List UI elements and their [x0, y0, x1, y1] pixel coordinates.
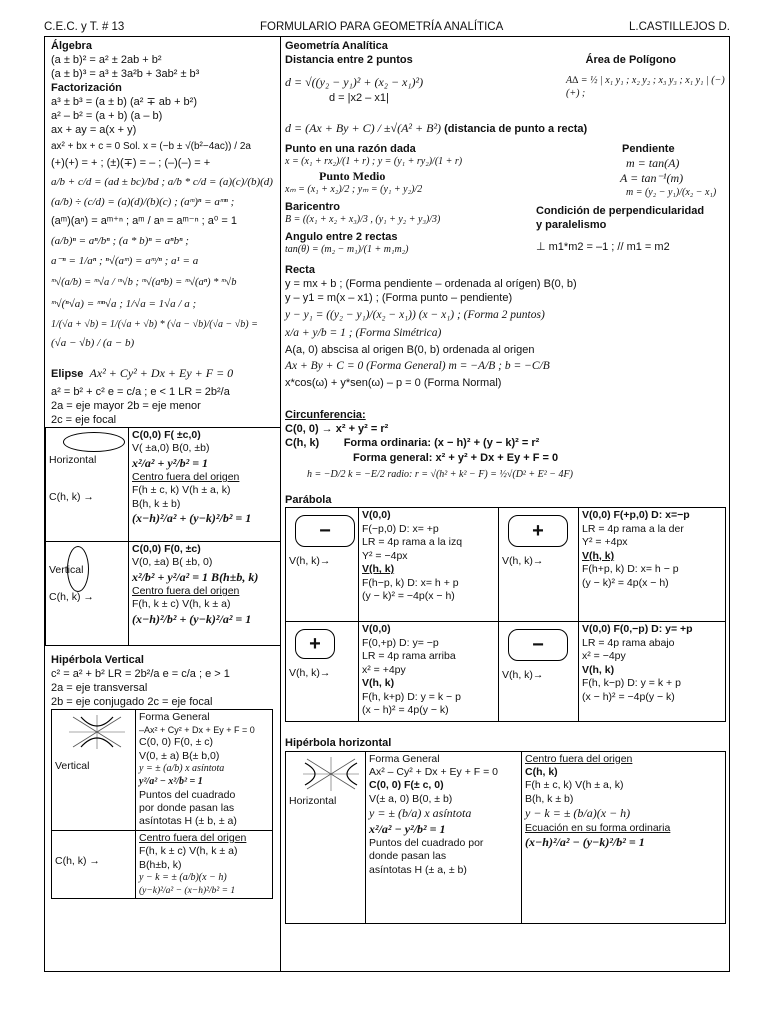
circ-radio: h = −D/2 k = −E/2 radio: r = √(h² + k² − F) = ½√(D² + E² − 4F): [307, 468, 573, 480]
hip-h-title: Hipérbola horizontal: [285, 737, 392, 750]
angulo-title: Angulo entre 2 rectas: [285, 230, 398, 243]
elipse-row-horizontal: [46, 427, 281, 541]
hip-v-cell: asíntotas H (± b, ± a): [139, 815, 237, 828]
elipse-v-line2: (x−h)²/b² + (y−k)²/a² = 1: [132, 611, 252, 626]
perp-formula: ⊥ m1*m2 = –1 ; // m1 = m2: [536, 240, 670, 253]
hip-h-cell2: B(h, k ± b): [525, 792, 574, 805]
parabola-row-vertical: [286, 622, 726, 722]
hipérbola-vertical-title: Hipérbola Vertical: [51, 653, 144, 666]
dist-punto-recta-text: (distancia de punto a recta): [444, 122, 588, 135]
perp-title2: y paralelismo: [536, 218, 607, 231]
hip-v-cell: y = ± (a/b) x asíntota: [139, 762, 225, 774]
fact-line-roots1: ᵐ√(a/b) = ᵐ√a / ᵐ√b ; ᵐ√(aⁿb) = ᵐ√(aⁿ) * ᵐ√b: [51, 276, 237, 288]
elipse-h-line2: F(h ± c, k) V(h ± a, k): [132, 484, 231, 497]
hip-v-label: Vertical: [55, 759, 90, 772]
elipse-v-line: C(0,0) F(0, ±c): [132, 542, 201, 555]
pendiente-line: m = (y₂ − y₁)/(x₂ − x₁): [626, 186, 717, 198]
algebra-line: (a ± b)² = a² ± 2ab + b²: [51, 54, 162, 67]
parabola-table: [285, 507, 726, 722]
hip-v-cell2: (y−k)²/a² − (x−h)²/b² = 1: [139, 885, 236, 896]
elipse-line: 2c = eje focal: [51, 413, 117, 426]
hip-v-cell: y²/a² − x²/b² = 1: [139, 775, 203, 787]
elipse-equation: Ax² + Cy² + Dx + Ey + F = 0: [89, 366, 234, 381]
hip-v-cell2: B(h±b, k): [139, 858, 182, 871]
pendiente-title: Pendiente: [622, 142, 675, 155]
distancia-formula: d = √((y₂ − y₁)² + (x₂ − x₁)²): [285, 75, 424, 90]
hip-v-cell: por donde pasan las: [139, 801, 235, 814]
elipse-h-line: V( ±a,0) B(0, ±b): [132, 442, 210, 455]
parabola-cell-line: V(0,0): [362, 623, 391, 636]
header-left: C.E.C. y T. # 13: [44, 21, 125, 33]
parabola-right-icon: +: [508, 515, 568, 547]
hip-h-cell: Puntos del cuadrado por: [369, 837, 484, 850]
hip-v-line: 2a = eje transversal: [51, 681, 148, 694]
fact-line: (aᵐ)(aⁿ) = aᵐ⁺ⁿ ; aᵐ / aⁿ = aᵐ⁻ⁿ ; a⁰ = 1: [51, 214, 237, 227]
elipse-horizontal-center-label: C(h, k) →: [49, 491, 94, 504]
fact-line-negexp: a⁻ⁿ = 1/aⁿ ; ⁿ√(aᵐ) = aᵐ/ⁿ ; a¹ = a: [51, 254, 199, 267]
parabola-cell-line: F(h−p, k) D: x= h + p: [362, 576, 459, 589]
recta-line: y – y1 = m(x – x1) ; (Forma punto – pendiente): [285, 291, 513, 304]
elipse-v-centro: Centro fuera del origen: [132, 585, 240, 598]
perp-title: Condición de perpendicularidad: [536, 204, 705, 217]
razon-title: Punto en una razón dada: [285, 142, 416, 155]
parabola-cell-line: (y − k)² = 4p(x − h): [582, 576, 669, 589]
hipérbola-horizontal-table: [285, 751, 726, 924]
parabola-vh-label: V(h, k)→: [289, 555, 331, 568]
parabola-cell-line: F(0,+p) D: y= −p: [362, 636, 439, 649]
parabola-vh-label: V(h, k)→: [289, 667, 331, 680]
elipse-line: 2a = eje mayor 2b = eje menor: [51, 399, 201, 412]
parabola-cell-line: V(0,0) F(+p,0) D: x=−p: [582, 509, 690, 522]
factorizacion-title: Factorización: [51, 82, 122, 95]
hip-h-cell: Forma General: [369, 752, 440, 765]
hip-v-row: [52, 710, 273, 831]
hip-h-ecuacion: Ecuación en su forma ordinaria: [525, 821, 671, 834]
hip-h-cell: C(0, 0) F(± c, 0): [369, 779, 444, 792]
elipse-vertical-center-label: C(h, k) →: [49, 591, 94, 604]
fact-line: a² – b² = (a + b) (a – b): [51, 110, 163, 123]
parabola-cell-line: F(h+p, k) D: x= h − p: [582, 563, 679, 576]
left-column: [45, 37, 281, 971]
elipse-h-line2: (x−h)²/a² + (y−k)²/b² = 1: [132, 511, 252, 526]
circ-ch-label: C(h, k): [285, 437, 320, 450]
page-header: [44, 20, 730, 36]
elipse-v-line2: F(h, k ± c) V(h, k ± a): [132, 598, 231, 611]
parabola-cell-line: Y² = −4px: [362, 549, 408, 562]
recta-line: A(a, 0) abscisa al origen B(0, b) ordenada al origen: [285, 344, 535, 357]
hip-h-cell: asíntotas H (± a, ± b): [369, 863, 467, 876]
parabola-cell-line: F(−p,0) D: x= +p: [362, 522, 439, 535]
circ-general: Forma general: x² + y² + Dx + Ey + F = 0: [353, 451, 559, 464]
fact-line: ax + ay = a(x + y): [51, 124, 137, 137]
hip-h-cell2: F(h ± c, k) V(h ± a, k): [525, 779, 624, 792]
parabola-cell-line: (x − h)² = 4p(y − k): [362, 704, 449, 717]
fact-line-roots2: ᵐ√(ⁿ√a) = ᵐⁿ√a ; 1/√a = 1√a / a ;: [51, 298, 197, 311]
hip-v-cell: V(0, ± a) B(± b,0): [139, 749, 220, 762]
parabola-cell-line: V(h, k): [582, 663, 615, 676]
baricentro-formula: B = ((x₁ + x₂ + x₃)/3 , (y₁ + y₂ + y₃)/3): [285, 214, 441, 226]
elipse-row-vertical: [46, 541, 281, 645]
hip-h-cell: Ax² – Cy² + Dx + Ey + F = 0: [369, 765, 498, 778]
parabola-vh-label: V(h, k)→: [502, 555, 544, 568]
parabola-cell-line: V(h, k): [582, 549, 615, 562]
recta-line: y − y₁ = ((y₂ − y₁)/(x₂ − x₁)) (x − x₁) ; (Forma 2 puntos): [285, 308, 545, 321]
parabola-cell-line: (y − k)² = −4p(x − h): [362, 590, 455, 603]
header-right: L.CASTILLEJOS D.: [629, 21, 730, 33]
parabola-cell-line: V(h, k): [362, 563, 395, 576]
fact-line-rationalize-result: (√a − √b) / (a − b): [51, 337, 135, 350]
recta-line: Ax + By + C = 0 (Forma General) m = −A/B ; b = −C/B: [285, 360, 550, 373]
pendiente-line: m = tan(A): [626, 156, 680, 171]
hip-h-cell: donde pasan las: [369, 850, 447, 863]
fact-line: a³ ± b³ = (a ± b) (a² ∓ ab + b²): [51, 96, 198, 109]
right-column: [281, 37, 731, 971]
parabola-cell-line: LR = 4p rama abajo: [582, 636, 675, 649]
hip-v-cell: –Ax² + Cy² + Dx + Ey + F = 0: [139, 724, 255, 735]
hip-h-cell2: C(h, k): [525, 765, 558, 778]
parabola-left-icon: −: [295, 515, 355, 547]
parabola-title: Parábola: [285, 494, 332, 507]
parabola-cell-line: V(0,0) F(0,−p) D: y= +p: [582, 623, 693, 636]
hip-v-cell: C(0, 0) F(0, ± c): [139, 736, 214, 749]
hip-h-label: Horizontal: [289, 794, 337, 807]
hip-h-cell2: y − k = ± (b/a)(x − h): [525, 806, 631, 821]
elipse-v-line: x²/b² + y²/a² = 1 B(h±b, k): [132, 569, 259, 584]
parabola-cell-line: LR = 4p rama a la izq: [362, 536, 463, 549]
parabola-down-icon: −: [508, 629, 568, 661]
distancia-title: Distancia entre 2 puntos: [285, 54, 413, 67]
circ-ordinaria: Forma ordinaria: (x − h)² + (y − k)² = r²: [343, 437, 540, 450]
parabola-cell-line: x² = −4py: [582, 650, 626, 663]
hip-v-cell: Forma General: [139, 711, 210, 724]
hip-h-ordinaria: (x−h)²/a² − (y−k)²/b² = 1: [525, 835, 645, 850]
dist-punto-recta-formula: d = (Ax + By + C) / ±√(A² + B²): [285, 120, 442, 135]
parabola-cell-line: x² = +4py: [362, 663, 406, 676]
fact-line: (+)(+) = + ; (±)(∓) = – ; (–)(–) = +: [51, 157, 211, 170]
parabola-cell-line: F(h, k+p) D: y = k − p: [362, 690, 461, 703]
vertical-hyperbola-icon: [69, 715, 125, 749]
hip-v-line: 2b = eje conjugado 2c = eje focal: [51, 696, 213, 709]
horizontal-hyperbola-icon: [303, 757, 359, 791]
hip-v-cell2: y − k = ± (a/b)(x − h): [139, 872, 227, 884]
distancia-abs: d = |x2 – x1|: [329, 91, 389, 104]
elipse-title: Elipse: [51, 368, 84, 381]
recta-line: x*cos(ω) + y*sen(ω) – p = 0 (Forma Normal): [285, 377, 502, 390]
fact-line-fractions: a/b + c/d = (ad ± bc)/bd ; a/b * c/d = (a)(c)/(b)(d): [51, 176, 273, 189]
parabola-cell-line: V(0,0): [362, 509, 391, 522]
fact-line-division: (a/b) ÷ (c/d) = (a)(d)/(b)(c) ; (aᵐ)ⁿ = aᵐⁿ ;: [51, 195, 235, 208]
elipse-line: a² = b² + c² e = c/a ; e < 1 LR = 2b²/a: [51, 385, 230, 398]
parabola-cell-line: LR = 4p rama a la der: [582, 522, 684, 535]
medio-formula: xₘ = (x₁ + x₂)/2 ; yₘ = (y₁ + y₂)/2: [285, 184, 423, 196]
elipse-v-line: V(0, ±a) B( ±b, 0): [132, 556, 213, 569]
algebra-line: (a ± b)³ = a³ ± 3a²b + 3ab² ± b³: [51, 68, 200, 81]
hip-v-row-centro: [52, 830, 273, 898]
hip-v-cell2: F(h, k ± c) V(h, k ± a): [139, 845, 238, 858]
elipse-h-line: C(0,0) F( ±c,0): [132, 428, 201, 441]
formulary-sheet: [44, 36, 730, 972]
medio-title: Punto Medio: [319, 168, 386, 183]
hip-h-row: [286, 751, 726, 923]
fact-line-powers: (a/b)ⁿ = aⁿ/bⁿ ; (a * b)ⁿ = aⁿbⁿ ;: [51, 234, 189, 247]
elipse-horizontal-label: Horizontal: [49, 453, 97, 466]
recta-title: Recta: [285, 263, 315, 276]
circ-title: Circunferencia:: [285, 409, 366, 422]
elipse-vertical-label: Vertical: [49, 563, 84, 576]
baricentro-title: Baricentro: [285, 200, 341, 213]
parabola-cell-line: F(h, k−p) D: y = k + p: [582, 677, 681, 690]
recta-line: x/a + y/b = 1 ; (Forma Simétrica): [285, 326, 442, 339]
razon-formula: x = (x₁ + rx₂)/(1 + r) ; y = (y₁ + ry₂)/(1 + r): [285, 156, 463, 168]
parabola-cell-line: V(h, k): [362, 677, 395, 690]
hip-v-cell: Puntos del cuadrado: [139, 788, 236, 801]
recta-line: y = mx + b ; (Forma pendiente – ordenada al orígen) B(0, b): [285, 277, 577, 290]
hip-v-line: c² = a² + b² LR = 2b²/a e = c/a ; e > 1: [51, 667, 230, 680]
parabola-cell-line: LR = 4p rama arriba: [362, 650, 456, 663]
parabola-cell-line: Y² = +4px: [582, 536, 628, 549]
area-title: Área de Polígono: [585, 54, 676, 67]
hip-v-center-label: C(h, k) →: [55, 854, 100, 867]
fact-line-quadratic: ax² + bx + c = 0 Sol. x = (−b ± √(b²−4ac)) / 2a: [51, 140, 251, 152]
area-formula: A∆ = ½ | x₁ y₁ ; x₂ y₂ ; x₃ y₃ ; x₁ y₁ | (−) (+) ;: [566, 75, 725, 99]
elipse-table: [45, 427, 281, 646]
hipérbola-vertical-table: [51, 709, 273, 899]
circ-line: C(0, 0) → x² + y² = r²: [285, 423, 389, 436]
hip-h-cell: x²/a² − y²/b² = 1: [369, 821, 446, 836]
elipse-h-centro: Centro fuera del origen: [132, 471, 240, 484]
horizontal-ellipse-icon: [63, 432, 125, 452]
header-center: FORMULARIO PARA GEOMETRÍA ANALÍTICA: [260, 21, 504, 33]
hip-h-cell: V(± a, 0) B(0, ± b): [369, 792, 453, 805]
parabola-cell-line: (x − h)² = −4p(y − k): [582, 690, 675, 703]
hip-h-centro: Centro fuera del origen: [525, 752, 633, 765]
angulo-formula: tan(θ) = (m₂ − m₁)/(1 + m₁m₂): [285, 243, 409, 255]
parabola-up-icon: +: [295, 629, 335, 659]
pendiente-line: A = tan⁻¹(m): [620, 171, 684, 186]
elipse-h-line2: B(h, k ± b): [132, 497, 181, 510]
elipse-h-line: x²/a² + y²/b² = 1: [132, 455, 209, 470]
fact-line-rationalize: 1/(√a + √b) = 1/(√a + √b) * (√a − √b)/(√a − √b) =: [51, 319, 258, 331]
geo-title: Geometría Analítica: [285, 40, 388, 52]
hip-v-centro: Centro fuera del origen: [139, 831, 247, 844]
parabola-row-horizontal: [286, 508, 726, 622]
parabola-vh-label: V(h, k)→: [502, 669, 544, 682]
algebra-title: Álgebra: [51, 40, 92, 52]
hip-h-cell: y = ± (b/a) x asíntota: [369, 806, 472, 821]
